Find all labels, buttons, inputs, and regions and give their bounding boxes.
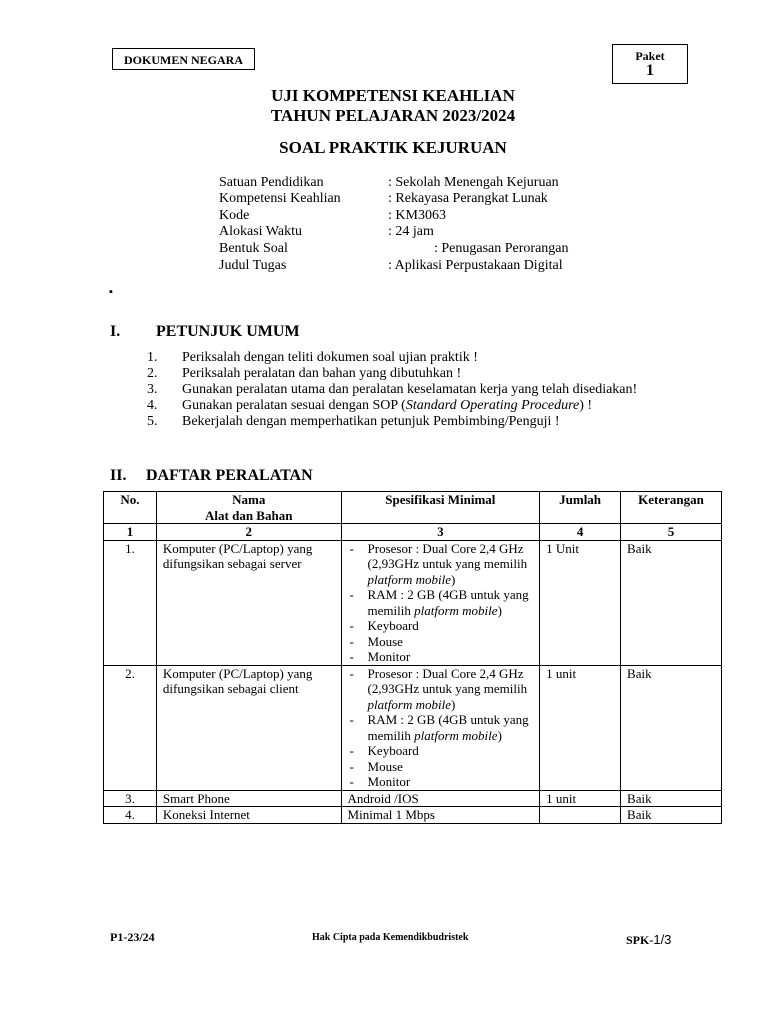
footer-page-prefix: SPK- [626,933,654,947]
info-row-kode [219,207,446,224]
spec-item: - Prosesor : Dual Core 2,4 GHz (2,93GHz untuk yang memilih platform mobile) [348,666,534,713]
info-value: : KM3063 [388,208,446,223]
info-label: Judul Tugas [219,258,287,273]
cell-nama: Komputer (PC/Laptop) yang difungsikan sebagai server [156,540,341,665]
info-label: Alokasi Waktu [219,224,302,239]
title-line-1: UJI KOMPETENSI KEAHLIAN [271,86,515,105]
instruction-list [147,350,675,430]
header-nama [156,492,341,524]
list-item [147,350,675,366]
paket-number: 1 [646,62,654,79]
cell-no: 2. [104,665,157,790]
info-value: : Aplikasi Perpustakaan Digital [388,258,563,273]
list-item [147,414,675,430]
paket-label: Paket [635,49,665,63]
info-label: Kode [219,208,250,223]
list-number: 4. [147,398,158,413]
info-row-judul [219,257,563,274]
spec-list [348,541,534,665]
list-text-pre: Gunakan peralatan sesuai dengan SOP ( [182,398,406,413]
title-line-3: SOAL PRAKTIK KEJURUAN [279,138,507,157]
info-row-satuan [219,174,559,191]
bullet-marker: ▪ [109,286,113,298]
list-number: 3. [147,382,158,397]
footer-copyright: Hak Cipta pada Kemendikbudristek [312,932,469,943]
cell-no: 1. [104,540,157,665]
column-number-row [104,524,722,541]
cell-jumlah: 1 unit [540,665,621,790]
spec-item: - Prosesor : Dual Core 2,4 GHz (2,93GHz untuk yang memilih platform mobile) [348,541,534,588]
list-item [147,366,675,382]
cell-jumlah: 1 Unit [540,540,621,665]
spec-item: - Keyboard [348,743,534,759]
list-item [147,382,675,398]
spec-item: - Keyboard [348,618,534,634]
equipment-table [103,491,722,824]
cell-ket: Baik [621,790,722,807]
info-value: : Rekayasa Perangkat Lunak [388,191,548,206]
column-number: 3 [341,524,540,541]
section-2-roman: II. [110,467,127,484]
column-number: 1 [104,524,157,541]
cell-spec [341,540,540,665]
header-ket: Keterangan [621,492,722,524]
list-number: 2. [147,366,158,381]
spec-item: - Monitor [348,649,534,665]
info-row-bentuk [219,240,569,257]
header-spec: Spesifikasi Minimal [341,492,540,524]
table-row [104,807,722,824]
table-header-row [104,492,722,524]
table-row [104,665,722,790]
footer-page-number: 1/3 [653,932,672,947]
cell-nama: Koneksi Internet [156,807,341,824]
info-row-kompetensi [219,190,548,207]
spec-item: - Monitor [348,774,534,790]
list-item [147,398,675,414]
footer-page [626,932,671,948]
cell-spec: Minimal 1 Mbps [341,807,540,824]
list-text: Periksalah peralatan dan bahan yang dibutuhkan ! [182,366,462,381]
cell-spec [341,665,540,790]
list-text: Periksalah dengan teliti dokumen soal ujian praktik ! [182,350,478,365]
column-number: 4 [540,524,621,541]
list-number: 5. [147,414,158,429]
footer-code: P1-23/24 [110,930,155,944]
spec-item: - Mouse [348,634,534,650]
cell-ket: Baik [621,540,722,665]
header-nama-line1: Nama [232,492,266,507]
cell-nama: Komputer (PC/Laptop) yang difungsikan sebagai client [156,665,341,790]
title-line-2: TAHUN PELAJARAN 2023/2024 [270,106,516,125]
cell-ket: Baik [621,665,722,790]
spec-list [348,666,534,790]
info-row-alokasi [219,223,434,240]
table-row [104,790,722,807]
column-number: 2 [156,524,341,541]
table-row [104,540,722,665]
header-nama-line2: Alat dan Bahan [205,507,293,523]
spec-item: - RAM : 2 GB (4GB untuk yang memilih platform mobile) [348,712,534,743]
info-value: : Penugasan Perorangan [434,241,569,256]
info-label: Bentuk Soal [219,241,288,256]
info-label: Satuan Pendidikan [219,175,324,190]
section-1-title: PETUNJUK UMUM [156,323,300,340]
cell-nama: Smart Phone [156,790,341,807]
cell-ket: Baik [621,807,722,824]
info-label: Kompetensi Keahlian [219,191,341,206]
header-no: No. [104,492,157,524]
spec-item: - Mouse [348,759,534,775]
section-2-title: DAFTAR PERALATAN [146,467,313,484]
paket-box [612,44,688,84]
document-classification-label: DOKUMEN NEGARA [112,48,255,70]
info-value: : Sekolah Menengah Kejuruan [388,175,559,190]
list-text: Gunakan peralatan utama dan peralatan keselamatan kerja yang telah disediakan! [182,382,638,397]
cell-no: 4. [104,807,157,824]
list-number: 1. [147,350,158,365]
list-text-italic: Standard Operating Procedure [405,398,580,413]
cell-jumlah: 1 unit [540,790,621,807]
section-1-roman: I. [110,323,121,340]
cell-spec: Android /IOS [341,790,540,807]
cell-jumlah [540,807,621,824]
column-number: 5 [621,524,722,541]
list-text-post: ) ! [579,398,593,413]
info-value: : 24 jam [388,224,434,239]
cell-no: 3. [104,790,157,807]
list-text: Bekerjalah dengan memperhatikan petunjuk Pembimbing/Penguji ! [182,414,560,429]
spec-item: - RAM : 2 GB (4GB untuk yang memilih platform mobile) [348,587,534,618]
header-jumlah: Jumlah [540,492,621,524]
